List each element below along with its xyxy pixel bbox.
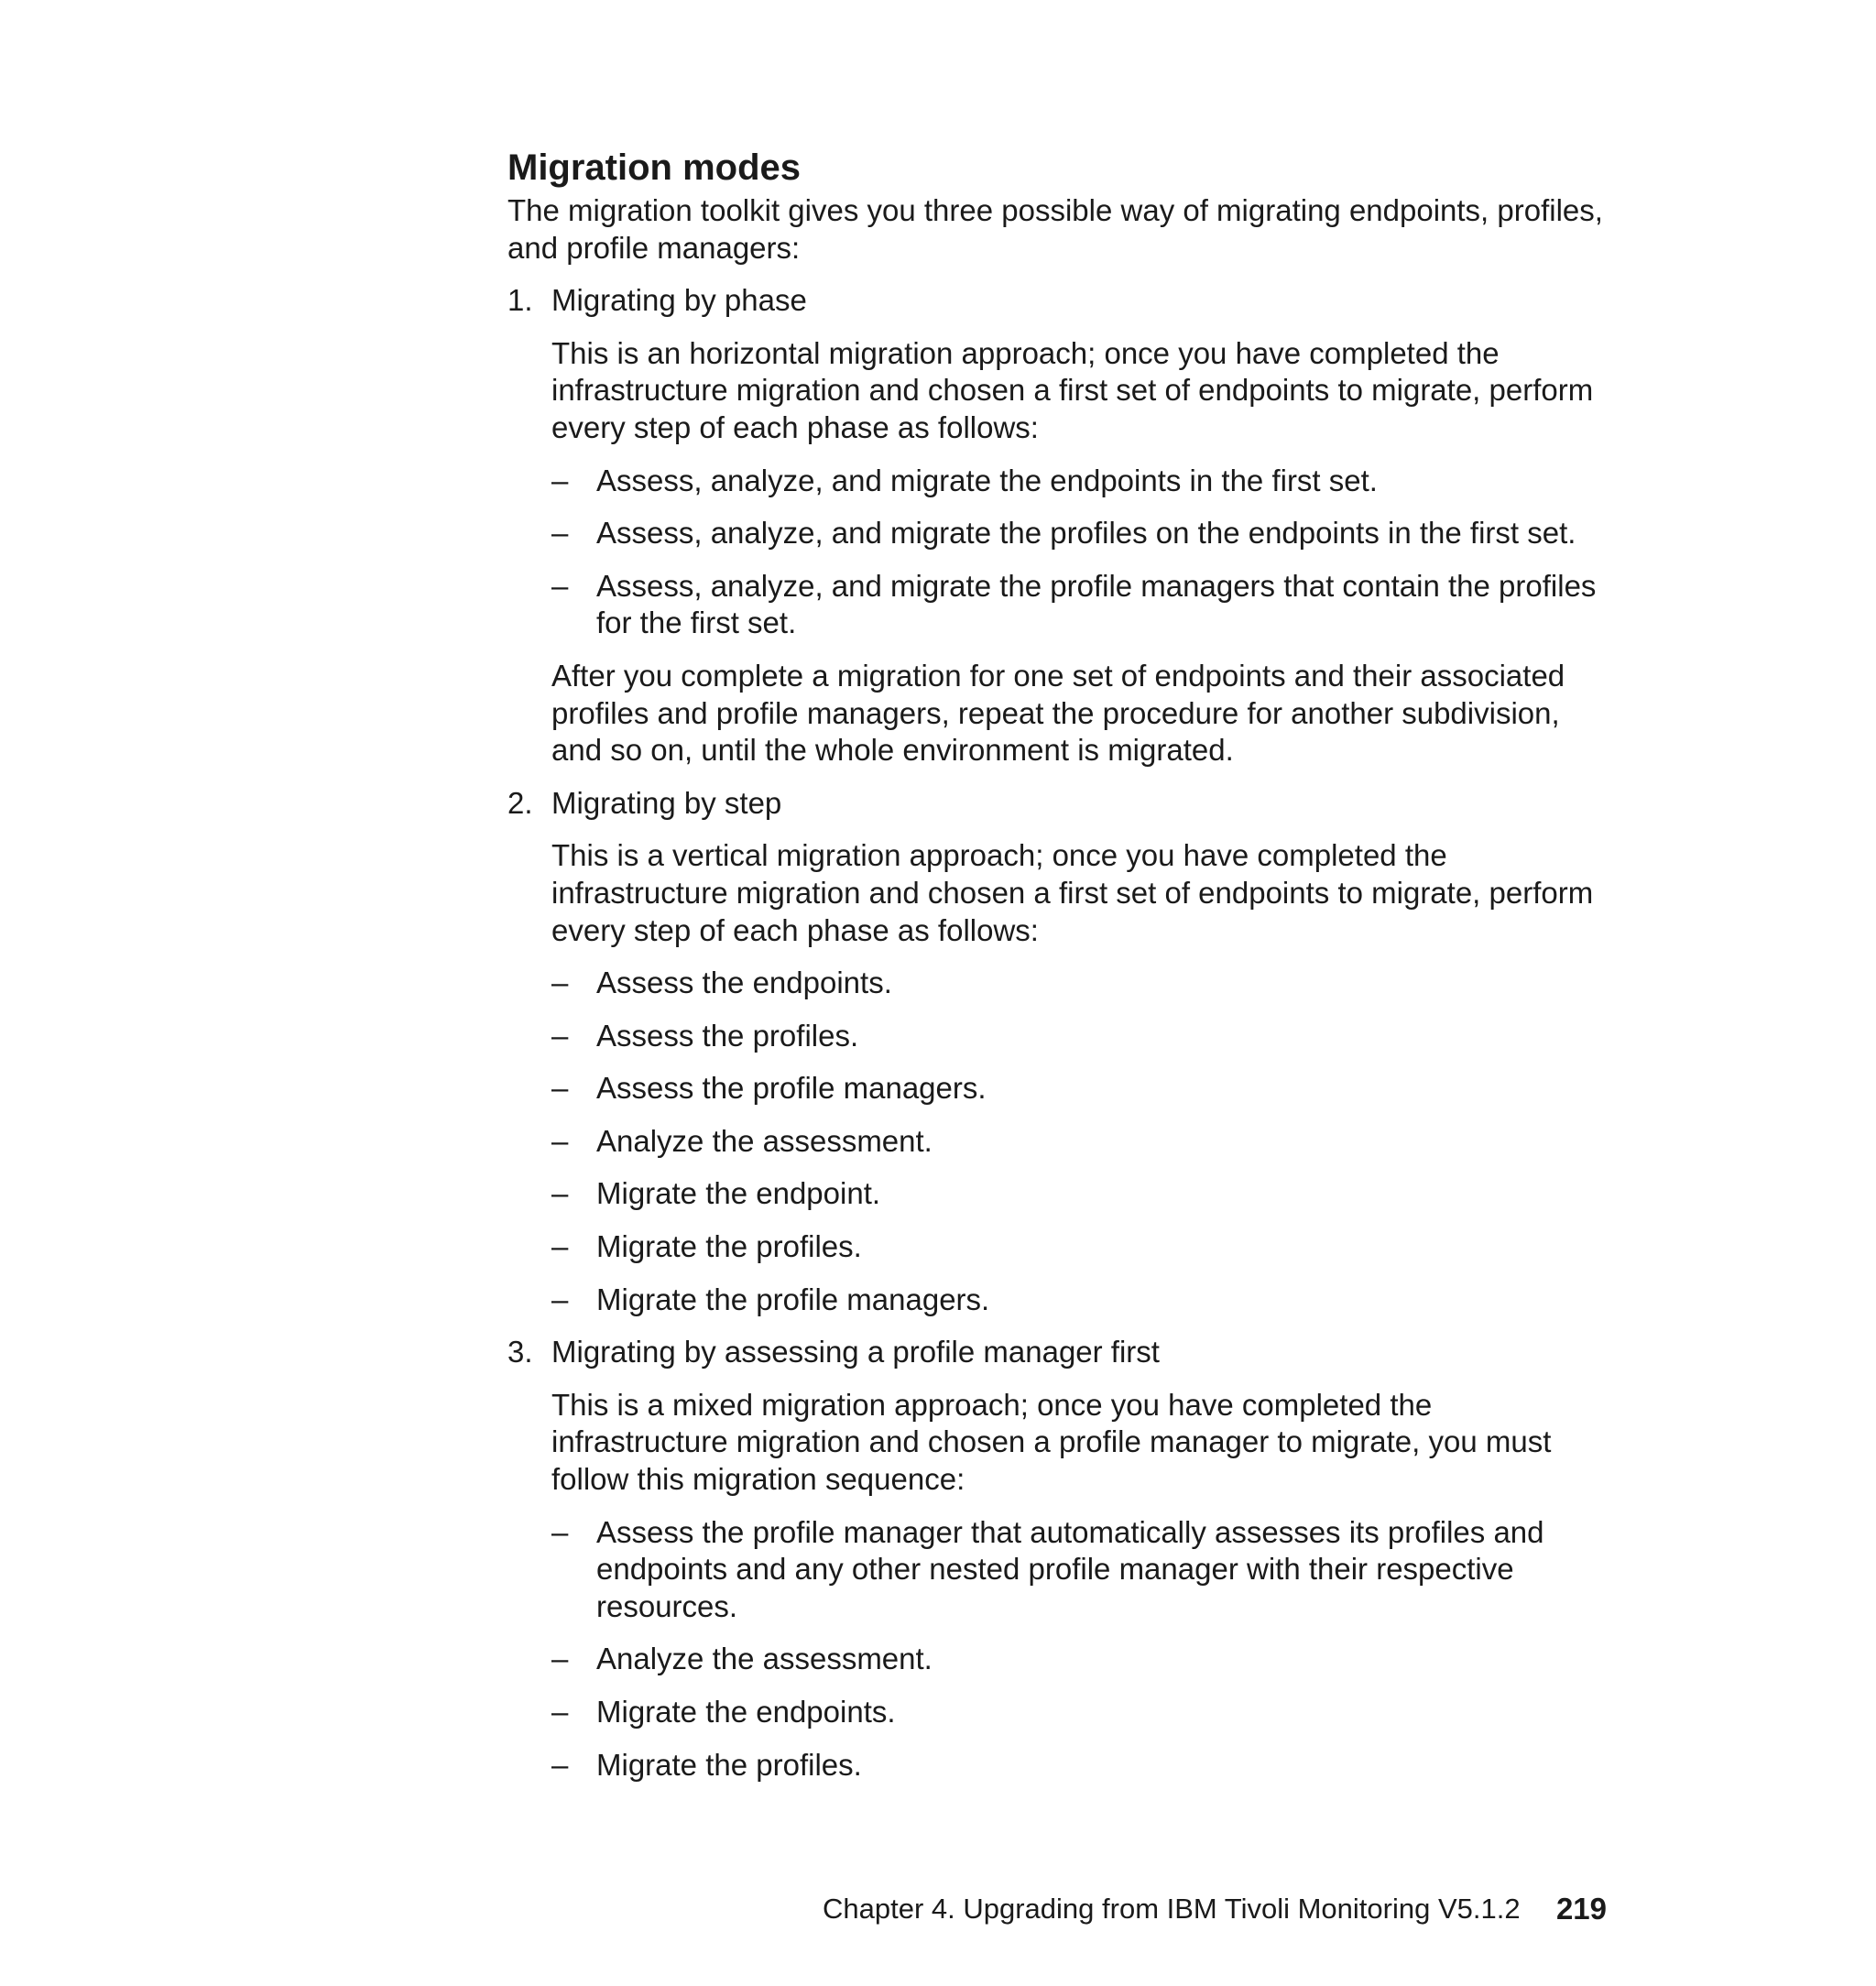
list-number: 1. (507, 283, 533, 318)
step-text: Migrate the profiles. (596, 1747, 862, 1782)
mode-description: This is a mixed migration approach; once you have completed the infrastructure migration and chosen a profile manager to migrate, you must follow this migration sequence: (551, 1387, 1552, 1497)
list-number: 2. (507, 785, 533, 820)
list-item (551, 1228, 1607, 1266)
mode-title: Migrating by phase (551, 283, 807, 318)
step-text: Assess, analyze, and migrate the endpoints in the first set. (596, 463, 1378, 497)
list-item (551, 1694, 1607, 1731)
step-text: Analyze the assessment. (596, 1642, 933, 1676)
step-text: Assess the profiles. (596, 1018, 859, 1053)
step-text: Analyze the assessment. (596, 1123, 933, 1158)
list-item (551, 568, 1607, 642)
step-text: Assess, analyze, and migrate the profile managers that contain the profiles for the first set. (596, 568, 1597, 640)
list-item (551, 1514, 1607, 1626)
section-heading: Migration modes (507, 147, 802, 188)
step-text: Migrate the endpoints. (596, 1695, 896, 1729)
step-text: Assess the profile managers. (596, 1071, 987, 1106)
mode-title: Migrating by assessing a profile manager first (551, 1335, 1160, 1369)
step-text: Assess the profile manager that automatically assesses its profiles and endpoints and any other nested profile manager with their respective resources. (596, 1514, 1544, 1623)
footer-chapter-title: Chapter 4. Upgrading from IBM Tivoli Monitoring V5.1.2 (823, 1893, 1521, 1925)
list-item (551, 1747, 1607, 1784)
dash-bullet: – (551, 1071, 569, 1106)
dash-bullet: – (551, 1018, 569, 1053)
step-text: Assess the endpoints. (596, 966, 892, 1000)
list-item (551, 463, 1607, 500)
dash-bullet: – (551, 1695, 569, 1729)
dash-bullet: – (551, 1229, 569, 1264)
list-item-mode-3 (507, 1334, 1607, 1784)
mode-description: This is a vertical migration approach; once you have completed the infrastructure migration and chosen a first set of endpoints to migrate, perform every step of each phase as follows: (551, 838, 1594, 947)
intro-paragraph: The migration toolkit gives you three possible way of migrating endpoints, profiles, and profile managers: (507, 193, 1603, 265)
dash-bullet: – (551, 568, 569, 603)
list-item (551, 1641, 1607, 1678)
dash-bullet: – (551, 1282, 569, 1316)
step-text: Migrate the profile managers. (596, 1282, 990, 1316)
mode-title: Migrating by step (551, 785, 782, 820)
dash-bullet: – (551, 516, 569, 551)
list-item-mode-2 (507, 785, 1607, 1319)
mode-description: This is an horizontal migration approach; once you have completed the infrastructure migration and chosen a first set of endpoints to migrate, perform every step of each phase as follows: (551, 335, 1594, 444)
migration-modes-list (507, 282, 1607, 1784)
list-item-mode-1 (507, 282, 1607, 769)
list-item (551, 1018, 1607, 1055)
list-item (551, 1070, 1607, 1108)
list-item (551, 515, 1607, 552)
page-footer (823, 1891, 1607, 1927)
dash-bullet: – (551, 463, 569, 497)
mode-after-text: After you complete a migration for one set of endpoints and their associated profiles and profile managers, repeat the procedure for another subdivision, and so on, until the whole environment is migrated. (551, 658, 1565, 768)
dash-bullet: – (551, 1123, 569, 1158)
page-content (507, 145, 1607, 1784)
dash-bullet: – (551, 966, 569, 1000)
step-text: Migrate the endpoint. (596, 1176, 881, 1211)
dash-bullet: – (551, 1514, 569, 1549)
list-number: 3. (507, 1335, 533, 1369)
list-item (551, 965, 1607, 1002)
dash-bullet: – (551, 1176, 569, 1211)
list-item (551, 1175, 1607, 1213)
step-text: Assess, analyze, and migrate the profiles on the endpoints in the first set. (596, 516, 1576, 551)
list-item (551, 1282, 1607, 1319)
page-number: 219 (1555, 1892, 1607, 1926)
dash-bullet: – (551, 1747, 569, 1782)
dash-bullet: – (551, 1642, 569, 1676)
step-text: Migrate the profiles. (596, 1229, 862, 1264)
list-item (551, 1123, 1607, 1161)
